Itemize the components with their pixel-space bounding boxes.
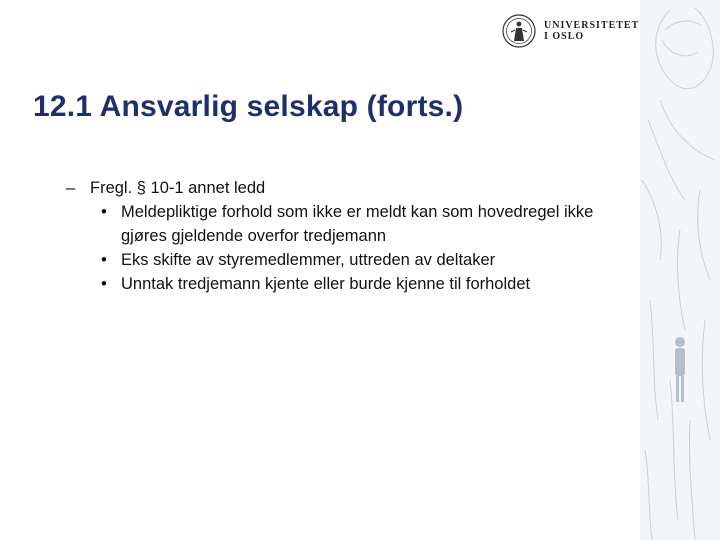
university-seal-icon — [502, 14, 536, 48]
bullet-text-1: Meldepliktige forhold som ikke er meldt kan som hovedregel ikke gjøres gjeldende overfor tredjemann — [121, 203, 594, 245]
bullet-marker: • — [101, 251, 107, 269]
bullet-item-1 — [66, 200, 626, 248]
university-logo — [502, 14, 638, 50]
bullet-text-3: Unntak tredjemann kjente eller burde kjenne til forholdet — [121, 275, 531, 293]
standing-figure-icon — [675, 337, 685, 402]
bullet-text-2: Eks skifte av styremedlemmer, uttreden av deltaker — [121, 251, 496, 269]
bullet-marker: • — [101, 275, 107, 293]
level1-text: Fregl. § 10-1 annet ledd — [90, 179, 266, 197]
slide-body — [66, 176, 626, 296]
level1-item — [66, 176, 626, 200]
bullet-item-3 — [66, 272, 626, 296]
slide-title: 12.1 Ansvarlig selskap (forts.) — [33, 90, 464, 123]
wordmark-line2: I OSLO — [544, 31, 585, 42]
statue-illustration — [640, 0, 720, 540]
bullet-marker: • — [101, 203, 107, 221]
bullet-item-2 — [66, 248, 626, 272]
wordmark-line1: UNIVERSITETET — [544, 20, 640, 31]
university-wordmark — [544, 20, 639, 42]
decorative-strip — [640, 0, 720, 540]
dash-marker: – — [66, 179, 76, 197]
